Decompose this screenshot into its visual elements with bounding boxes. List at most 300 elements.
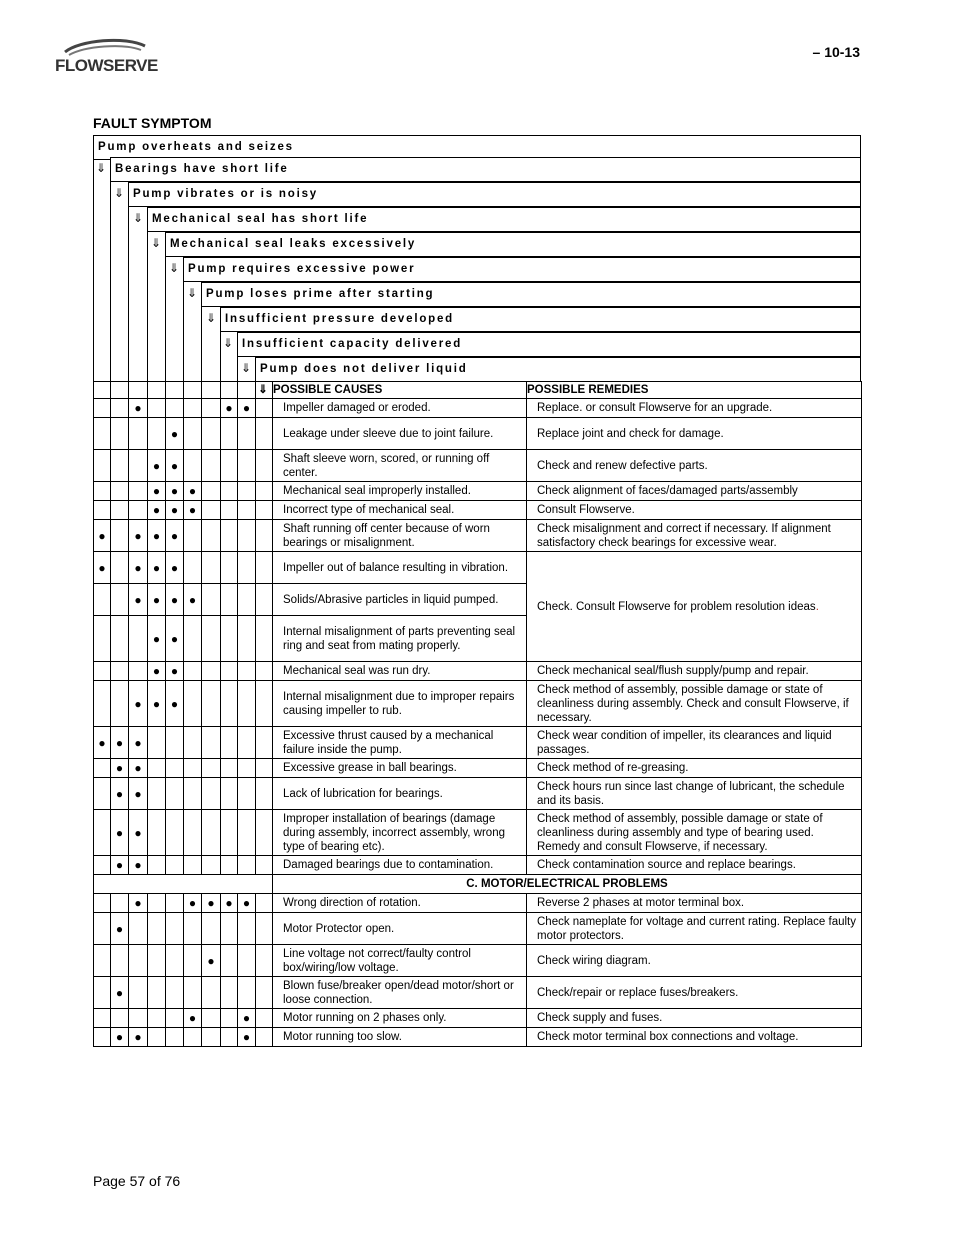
cause-cell: Leakage under sleeve due to joint failure. bbox=[273, 418, 527, 450]
mark-cell bbox=[221, 945, 238, 977]
cause-cell: Excessive grease in ball bearings. bbox=[273, 759, 527, 778]
mark-cell bbox=[111, 616, 129, 662]
mark-cell bbox=[256, 856, 273, 875]
mark-cell bbox=[256, 520, 273, 552]
symptom-column-line bbox=[93, 159, 94, 382]
mark-cell bbox=[166, 662, 184, 681]
mark-cell bbox=[166, 856, 184, 875]
mark-cell bbox=[129, 1028, 148, 1047]
mark-cell bbox=[202, 501, 221, 520]
mark-cell bbox=[221, 681, 238, 727]
mark-cell bbox=[221, 520, 238, 552]
mark-cell bbox=[184, 382, 202, 399]
symptom-5: Mechanical seal leaks excessively bbox=[165, 232, 861, 257]
bullet-dot-icon: ● bbox=[207, 896, 215, 910]
arrow-down-icon: ⇓ bbox=[132, 211, 144, 225]
bullet-dot-icon: ● bbox=[134, 858, 142, 872]
mark-cell bbox=[129, 945, 148, 977]
mark-cell bbox=[256, 501, 273, 520]
mark-cell bbox=[148, 856, 166, 875]
mark-cell bbox=[221, 778, 238, 810]
mark-cell bbox=[166, 520, 184, 552]
mark-cell bbox=[94, 450, 111, 482]
mark-cell bbox=[129, 810, 148, 856]
symptom-7: Pump loses prime after starting bbox=[201, 282, 861, 307]
remedy-cell: Check hours run since last change of lubricant, the schedule and its basis. bbox=[527, 778, 862, 810]
mark-cell bbox=[256, 399, 273, 418]
mark-cell bbox=[256, 727, 273, 759]
symptom-2: Bearings have short life bbox=[110, 157, 861, 182]
remedy-cell: Consult Flowserve. bbox=[527, 501, 862, 520]
remedies-header: POSSIBLE REMEDIES bbox=[527, 382, 862, 399]
mark-cell bbox=[202, 662, 221, 681]
mark-cell bbox=[256, 450, 273, 482]
mark-cell bbox=[148, 894, 166, 913]
mark-cell bbox=[129, 977, 148, 1009]
mark-cell bbox=[129, 616, 148, 662]
bullet-dot-icon: ● bbox=[170, 458, 179, 473]
mark-cell bbox=[166, 552, 184, 584]
mark-cell bbox=[111, 727, 129, 759]
mark-cell bbox=[111, 382, 129, 399]
mark-cell bbox=[184, 727, 202, 759]
mark-cell bbox=[238, 418, 256, 450]
flowserve-logo bbox=[55, 38, 165, 84]
table-row bbox=[94, 520, 862, 552]
mark-cell bbox=[129, 584, 148, 616]
mark-cell bbox=[238, 616, 256, 662]
mark-cell bbox=[184, 810, 202, 856]
mark-cell bbox=[256, 418, 273, 450]
table-header-row bbox=[94, 382, 862, 399]
mark-cell bbox=[94, 945, 111, 977]
bullet-dot-icon: ● bbox=[134, 786, 142, 801]
mark-cell bbox=[184, 977, 202, 1009]
mark-cell bbox=[94, 382, 111, 399]
remedy-cell: Check nameplate for voltage and current rating. Replace faulty motor protectors. bbox=[527, 913, 862, 945]
mark-cell bbox=[111, 913, 129, 945]
mark-cell bbox=[129, 450, 148, 482]
mark-cell bbox=[94, 759, 111, 778]
symptom-3: Pump vibrates or is noisy bbox=[128, 182, 861, 207]
mark-cell bbox=[221, 1028, 238, 1047]
remedy-cell: Check method of assembly, possible damage or state of cleanliness during assembly. Check and consult Flowserve, if necessary. bbox=[527, 681, 862, 727]
mark-cell bbox=[111, 1009, 129, 1028]
mark-cell bbox=[148, 501, 166, 520]
mark-cell bbox=[94, 1028, 111, 1047]
table-row bbox=[94, 1009, 862, 1028]
mark-cell bbox=[94, 778, 111, 810]
bullet-dot-icon: ● bbox=[98, 735, 106, 750]
mark-cell bbox=[94, 1009, 111, 1028]
bullet-dot-icon: ● bbox=[242, 896, 251, 910]
mark-cell bbox=[129, 681, 148, 727]
bullet-dot-icon: ● bbox=[134, 896, 142, 910]
mark-cell bbox=[111, 759, 129, 778]
arrow-down-icon: ⇓ bbox=[186, 286, 198, 300]
bullet-dot-icon: ● bbox=[152, 458, 161, 473]
mark-cell bbox=[202, 945, 221, 977]
mark-cell bbox=[202, 977, 221, 1009]
mark-cell bbox=[202, 418, 221, 450]
bullet-dot-icon: ● bbox=[134, 1030, 142, 1044]
mark-cell bbox=[238, 894, 256, 913]
mark-cell bbox=[129, 856, 148, 875]
mark-cell bbox=[166, 945, 184, 977]
cause-cell: Solids/Abrasive particles in liquid pumped. bbox=[273, 584, 527, 616]
mark-cell bbox=[202, 382, 221, 399]
mark-cell bbox=[94, 727, 111, 759]
mark-cell bbox=[238, 520, 256, 552]
mark-cell bbox=[129, 1009, 148, 1028]
mark-cell bbox=[238, 913, 256, 945]
bullet-dot-icon: ● bbox=[242, 1011, 251, 1025]
mark-cell bbox=[202, 482, 221, 501]
cause-cell: Impeller damaged or eroded. bbox=[273, 399, 527, 418]
remedy-cell: Check method of re-greasing. bbox=[527, 759, 862, 778]
arrow-down-icon: ⇓ bbox=[256, 382, 273, 399]
page-number: Page 57 of 76 bbox=[93, 1173, 181, 1189]
arrow-down-icon: ⇓ bbox=[205, 311, 217, 325]
mark-cell bbox=[221, 501, 238, 520]
bullet-dot-icon: ● bbox=[98, 560, 106, 575]
arrow-down-icon: ⇓ bbox=[240, 361, 252, 375]
mark-cell bbox=[184, 482, 202, 501]
mark-cell bbox=[184, 913, 202, 945]
mark-cell bbox=[166, 584, 184, 616]
arrow-down-icon: ⇓ bbox=[113, 186, 125, 200]
table-row bbox=[94, 482, 862, 501]
symptom-9: Insufficient capacity delivered bbox=[237, 332, 861, 357]
bullet-dot-icon: ● bbox=[134, 696, 142, 711]
bullet-dot-icon: ● bbox=[170, 426, 179, 441]
mark-cell bbox=[148, 520, 166, 552]
bullet-dot-icon: ● bbox=[134, 592, 142, 607]
cause-cell: Shaft sleeve worn, scored, or running off center. bbox=[273, 450, 527, 482]
mark-cell bbox=[148, 418, 166, 450]
mark-cell bbox=[148, 399, 166, 418]
mark-cell bbox=[166, 616, 184, 662]
mark-cell bbox=[148, 552, 166, 584]
mark-cell bbox=[202, 894, 221, 913]
bullet-dot-icon: ● bbox=[152, 560, 161, 575]
mark-cell bbox=[202, 450, 221, 482]
table-row bbox=[94, 856, 862, 875]
bullet-dot-icon: ● bbox=[134, 761, 142, 775]
mark-cell bbox=[129, 418, 148, 450]
cause-cell: Mechanical seal was run dry. bbox=[273, 662, 527, 681]
blank-cell bbox=[94, 875, 273, 894]
mark-cell bbox=[166, 501, 184, 520]
mark-cell bbox=[238, 856, 256, 875]
mark-cell bbox=[129, 913, 148, 945]
symptom-6: Pump requires excessive power bbox=[183, 257, 861, 282]
mark-cell bbox=[184, 894, 202, 913]
mark-cell bbox=[111, 977, 129, 1009]
mark-cell bbox=[202, 778, 221, 810]
mark-cell bbox=[184, 418, 202, 450]
mark-cell bbox=[221, 856, 238, 875]
mark-cell bbox=[94, 482, 111, 501]
mark-cell bbox=[221, 616, 238, 662]
bullet-dot-icon: ● bbox=[115, 921, 124, 936]
mark-cell bbox=[129, 501, 148, 520]
bullet-dot-icon: ● bbox=[242, 1030, 251, 1044]
mark-cell bbox=[148, 482, 166, 501]
mark-cell bbox=[256, 810, 273, 856]
mark-cell bbox=[129, 482, 148, 501]
mark-cell bbox=[184, 616, 202, 662]
motor-section-title: C. MOTOR/ELECTRICAL PROBLEMS bbox=[273, 875, 862, 894]
mark-cell bbox=[256, 759, 273, 778]
table-row bbox=[94, 662, 862, 681]
arrow-down-icon: ⇓ bbox=[150, 236, 162, 250]
mark-cell bbox=[148, 913, 166, 945]
mark-cell bbox=[166, 1009, 184, 1028]
mark-cell bbox=[184, 552, 202, 584]
mark-cell bbox=[129, 399, 148, 418]
table-row bbox=[94, 501, 862, 520]
cause-cell: Wrong direction of rotation. bbox=[273, 894, 527, 913]
bullet-dot-icon: ● bbox=[115, 735, 124, 750]
mark-cell bbox=[238, 977, 256, 1009]
mark-cell bbox=[202, 552, 221, 584]
mark-cell bbox=[238, 450, 256, 482]
mark-cell bbox=[111, 1028, 129, 1047]
mark-cell bbox=[202, 616, 221, 662]
mark-cell bbox=[221, 1009, 238, 1028]
remedy-cell: Check/repair or replace fuses/breakers. bbox=[527, 977, 862, 1009]
mark-cell bbox=[256, 482, 273, 501]
bullet-dot-icon: ● bbox=[170, 696, 179, 711]
bullet-dot-icon: ● bbox=[115, 1030, 124, 1044]
table-row bbox=[94, 552, 862, 584]
mark-cell bbox=[221, 482, 238, 501]
mark-cell bbox=[148, 977, 166, 1009]
mark-cell bbox=[202, 759, 221, 778]
cause-cell: Blown fuse/breaker open/dead motor/short or loose connection. bbox=[273, 977, 527, 1009]
mark-cell bbox=[111, 520, 129, 552]
table-row bbox=[94, 418, 862, 450]
mark-cell bbox=[148, 759, 166, 778]
bullet-dot-icon: ● bbox=[115, 825, 124, 840]
mark-cell bbox=[221, 727, 238, 759]
mark-cell bbox=[202, 1028, 221, 1047]
remedy-cell: Check supply and fuses. bbox=[527, 1009, 862, 1028]
bullet-dot-icon: ● bbox=[152, 528, 161, 543]
cause-cell: Internal misalignment due to improper repairs causing impeller to rub. bbox=[273, 681, 527, 727]
mark-cell bbox=[111, 450, 129, 482]
fault-table bbox=[93, 381, 862, 1047]
mark-cell bbox=[148, 681, 166, 727]
mark-cell bbox=[166, 977, 184, 1009]
mark-cell bbox=[166, 418, 184, 450]
mark-cell bbox=[111, 501, 129, 520]
remedy-cell: Check wiring diagram. bbox=[527, 945, 862, 977]
bullet-dot-icon: ● bbox=[152, 696, 161, 711]
bullet-dot-icon: ● bbox=[242, 401, 251, 415]
mark-cell bbox=[94, 894, 111, 913]
mark-cell bbox=[238, 1028, 256, 1047]
causes-header: POSSIBLE CAUSES bbox=[273, 382, 527, 399]
mark-cell bbox=[94, 977, 111, 1009]
bullet-dot-icon: ● bbox=[115, 761, 124, 775]
mark-cell bbox=[94, 810, 111, 856]
bullet-dot-icon: ● bbox=[115, 858, 124, 872]
mark-cell bbox=[184, 1028, 202, 1047]
table-row bbox=[94, 399, 862, 418]
mark-cell bbox=[184, 520, 202, 552]
cause-cell: Shaft running off center because of worn bearings or misalignment. bbox=[273, 520, 527, 552]
mark-cell bbox=[256, 977, 273, 1009]
remedy-cell: Check mechanical seal/flush supply/pump and repair. bbox=[527, 662, 862, 681]
cause-cell: Motor running on 2 phases only. bbox=[273, 1009, 527, 1028]
bullet-dot-icon: ● bbox=[134, 735, 142, 750]
table-row bbox=[94, 1028, 862, 1047]
mark-cell bbox=[111, 662, 129, 681]
bullet-dot-icon: ● bbox=[188, 896, 197, 910]
mark-cell bbox=[238, 810, 256, 856]
mark-cell bbox=[111, 681, 129, 727]
mark-cell bbox=[202, 1009, 221, 1028]
table-row bbox=[94, 913, 862, 945]
mark-cell bbox=[238, 778, 256, 810]
symptom-10: Pump does not deliver liquid bbox=[255, 357, 861, 382]
mark-cell bbox=[238, 662, 256, 681]
cause-cell: Motor Protector open. bbox=[273, 913, 527, 945]
mark-cell bbox=[148, 616, 166, 662]
mark-cell bbox=[184, 759, 202, 778]
mark-cell bbox=[256, 1028, 273, 1047]
mark-cell bbox=[202, 520, 221, 552]
remedy-cell: Check alignment of faces/damaged parts/assembly bbox=[527, 482, 862, 501]
arrow-down-icon: ⇓ bbox=[168, 261, 180, 275]
cause-cell: Motor running too slow. bbox=[273, 1028, 527, 1047]
bullet-dot-icon: ● bbox=[188, 592, 197, 607]
mark-cell bbox=[166, 810, 184, 856]
mark-cell bbox=[166, 382, 184, 399]
bullet-dot-icon: ● bbox=[134, 560, 142, 575]
mark-cell bbox=[148, 382, 166, 399]
bullet-dot-icon: ● bbox=[188, 503, 197, 517]
mark-cell bbox=[148, 450, 166, 482]
mark-cell bbox=[184, 681, 202, 727]
mark-cell bbox=[221, 662, 238, 681]
remedy-cell: Check misalignment and correct if necessary. If alignment satisfactory check bearings for excessive wear. bbox=[527, 520, 862, 552]
mark-cell bbox=[166, 399, 184, 418]
table-row bbox=[94, 759, 862, 778]
bullet-dot-icon: ● bbox=[134, 825, 142, 840]
mark-cell bbox=[184, 945, 202, 977]
bullet-dot-icon: ● bbox=[152, 503, 161, 517]
remedy-cell: Check contamination source and replace bearings. bbox=[527, 856, 862, 875]
table-row bbox=[94, 894, 862, 913]
mark-cell bbox=[166, 1028, 184, 1047]
mark-cell bbox=[166, 727, 184, 759]
mark-cell bbox=[148, 1009, 166, 1028]
mark-cell bbox=[221, 399, 238, 418]
arrow-down-icon: ⇓ bbox=[222, 336, 234, 350]
bullet-dot-icon: ● bbox=[225, 401, 233, 415]
mark-cell bbox=[94, 418, 111, 450]
mark-cell bbox=[202, 913, 221, 945]
mark-cell bbox=[111, 482, 129, 501]
remedy-cell: Check. Consult Flowserve for problem resolution ideas. bbox=[527, 552, 862, 662]
mark-cell bbox=[238, 584, 256, 616]
bullet-dot-icon: ● bbox=[115, 985, 124, 1000]
bullet-dot-icon: ● bbox=[152, 484, 161, 498]
mark-cell bbox=[111, 552, 129, 584]
mark-cell bbox=[166, 759, 184, 778]
remedy-cell: Reverse 2 phases at motor terminal box. bbox=[527, 894, 862, 913]
mark-cell bbox=[184, 662, 202, 681]
mark-cell bbox=[202, 584, 221, 616]
mark-cell bbox=[238, 727, 256, 759]
mark-cell bbox=[129, 778, 148, 810]
bullet-dot-icon: ● bbox=[152, 664, 161, 678]
remedy-cell: Check motor terminal box connections and voltage. bbox=[527, 1028, 862, 1047]
mark-cell bbox=[94, 662, 111, 681]
mark-cell bbox=[202, 727, 221, 759]
mark-cell bbox=[129, 520, 148, 552]
mark-cell bbox=[256, 616, 273, 662]
mark-cell bbox=[184, 584, 202, 616]
cause-cell: Excessive thrust caused by a mechanical failure inside the pump. bbox=[273, 727, 527, 759]
mark-cell bbox=[94, 616, 111, 662]
mark-cell bbox=[94, 913, 111, 945]
symptom-column-line bbox=[147, 231, 148, 382]
motor-section-row bbox=[94, 875, 862, 894]
bullet-dot-icon: ● bbox=[134, 528, 142, 543]
bullet-dot-icon: ● bbox=[188, 1011, 197, 1025]
mark-cell bbox=[94, 520, 111, 552]
arrow-down-icon: ⇓ bbox=[95, 161, 107, 175]
cause-cell: Incorrect type of mechanical seal. bbox=[273, 501, 527, 520]
symptom-1: Pump overheats and seizes bbox=[93, 135, 861, 160]
mark-cell bbox=[148, 778, 166, 810]
cause-cell: Lack of lubrication for bearings. bbox=[273, 778, 527, 810]
document-number: – 10-13 bbox=[812, 44, 860, 60]
mark-cell bbox=[111, 894, 129, 913]
table-row bbox=[94, 727, 862, 759]
mark-cell bbox=[256, 894, 273, 913]
bullet-dot-icon: ● bbox=[170, 484, 179, 498]
bullet-dot-icon: ● bbox=[225, 896, 233, 910]
brand-logo-text: FLOWSERVE bbox=[55, 56, 158, 75]
bullet-dot-icon: ● bbox=[207, 953, 215, 968]
mark-cell bbox=[221, 977, 238, 1009]
mark-cell bbox=[94, 552, 111, 584]
mark-cell bbox=[166, 482, 184, 501]
mark-cell bbox=[111, 945, 129, 977]
mark-cell bbox=[148, 945, 166, 977]
mark-cell bbox=[256, 584, 273, 616]
mark-cell bbox=[94, 501, 111, 520]
table-row bbox=[94, 977, 862, 1009]
mark-cell bbox=[129, 759, 148, 778]
cause-cell: Impeller out of balance resulting in vibration. bbox=[273, 552, 527, 584]
mark-cell bbox=[111, 856, 129, 875]
mark-cell bbox=[221, 894, 238, 913]
symptom-column-line bbox=[128, 206, 129, 382]
mark-cell bbox=[202, 399, 221, 418]
mark-cell bbox=[166, 913, 184, 945]
mark-cell bbox=[94, 681, 111, 727]
mark-cell bbox=[184, 501, 202, 520]
mark-cell bbox=[202, 856, 221, 875]
symptom-column-line bbox=[110, 181, 111, 382]
symptom-4: Mechanical seal has short life bbox=[147, 207, 861, 232]
